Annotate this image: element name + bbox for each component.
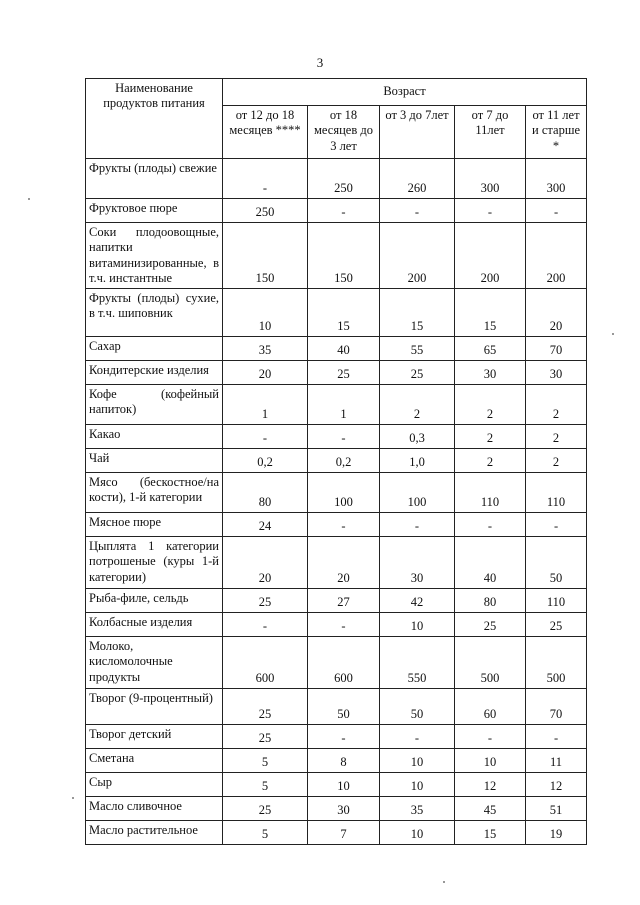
product-name: Фрукты (плоды) сухие, в т.ч. шиповник (86, 289, 223, 337)
norm-value: 2 (380, 385, 455, 425)
norm-value: 25 (223, 797, 308, 821)
norm-value: - (223, 425, 308, 449)
table-row (86, 449, 587, 473)
norm-value: 500 (526, 637, 587, 689)
norm-value: 10 (308, 773, 380, 797)
table-row (86, 613, 587, 637)
norm-value: - (308, 513, 380, 537)
norm-value: 25 (308, 361, 380, 385)
norm-value: 10 (380, 773, 455, 797)
product-name: Сахар (86, 337, 223, 361)
product-name: Соки плодоовощные, напитки витаминизированные, в т.ч. инстантные (86, 223, 223, 289)
norm-value: - (308, 199, 380, 223)
norm-value: 50 (308, 689, 380, 725)
norm-value: 11 (526, 749, 587, 773)
norm-value: 20 (308, 537, 380, 589)
norm-value: 30 (380, 537, 455, 589)
norm-value: 25 (223, 725, 308, 749)
norm-value: 50 (380, 689, 455, 725)
norm-value: 1,0 (380, 449, 455, 473)
norm-value: - (380, 725, 455, 749)
norm-value: 15 (455, 821, 526, 845)
norm-value: 5 (223, 749, 308, 773)
norm-value: - (455, 199, 526, 223)
norm-value: 7 (308, 821, 380, 845)
table-row (86, 337, 587, 361)
norm-value: 20 (223, 361, 308, 385)
table-row (86, 289, 587, 337)
norm-value: 10 (380, 749, 455, 773)
norm-value: 55 (380, 337, 455, 361)
product-name: Фруктовое пюре (86, 199, 223, 223)
norm-value: 2 (455, 449, 526, 473)
product-name: Чай (86, 449, 223, 473)
norm-value: 300 (526, 159, 587, 199)
norm-value: 500 (455, 637, 526, 689)
norm-value: 51 (526, 797, 587, 821)
table-row (86, 513, 587, 537)
product-name: Мясо (бескостное/на кости), 1-й категории (86, 473, 223, 513)
product-name: Кофе (кофейный напиток) (86, 385, 223, 425)
product-name: Цыплята 1 категории потрошеные (куры 1-й категории) (86, 537, 223, 589)
product-name: Фрукты (плоды) свежие (86, 159, 223, 199)
product-name: Творог детский (86, 725, 223, 749)
norm-value: 45 (455, 797, 526, 821)
table-row (86, 425, 587, 449)
norm-value: 35 (223, 337, 308, 361)
product-name: Колбасные изделия (86, 613, 223, 637)
norm-value: 42 (380, 589, 455, 613)
norm-value: 70 (526, 689, 587, 725)
norm-value: - (223, 613, 308, 637)
norm-value: 30 (455, 361, 526, 385)
norm-value: 2 (526, 449, 587, 473)
norm-value: 2 (455, 425, 526, 449)
norm-value: 200 (455, 223, 526, 289)
norm-value: - (308, 613, 380, 637)
table-body (86, 159, 587, 845)
norm-value: 25 (380, 361, 455, 385)
norm-value: 50 (526, 537, 587, 589)
norm-value: 80 (455, 589, 526, 613)
norm-value: 550 (380, 637, 455, 689)
norm-value: - (308, 425, 380, 449)
norm-value: 0,2 (308, 449, 380, 473)
norm-value: 35 (380, 797, 455, 821)
table-row (86, 473, 587, 513)
norm-value: 30 (526, 361, 587, 385)
norm-value: 1 (223, 385, 308, 425)
norm-value: 19 (526, 821, 587, 845)
norm-value: 24 (223, 513, 308, 537)
norm-value: 10 (223, 289, 308, 337)
norm-value: 60 (455, 689, 526, 725)
table-row (86, 223, 587, 289)
header-age-col: от 12 до 18 месяцев **** (223, 106, 308, 159)
norm-value: 200 (380, 223, 455, 289)
product-name: Кондитерские изделия (86, 361, 223, 385)
table-row (86, 749, 587, 773)
norm-value: - (526, 725, 587, 749)
scan-speck (28, 198, 30, 200)
norm-value: 5 (223, 773, 308, 797)
product-name: Масло растительное (86, 821, 223, 845)
scan-speck (443, 881, 445, 883)
header-age: Возраст (223, 79, 587, 106)
norm-value: 0,2 (223, 449, 308, 473)
norm-value: 2 (526, 385, 587, 425)
norm-value: 15 (308, 289, 380, 337)
norm-value: 20 (223, 537, 308, 589)
norm-value: - (526, 513, 587, 537)
norm-value: 27 (308, 589, 380, 613)
page-number: 3 (316, 55, 324, 70)
norm-value: 0,3 (380, 425, 455, 449)
header-age-col: от 7 до 11лет (455, 106, 526, 159)
norm-value: 10 (380, 821, 455, 845)
norm-value: 100 (308, 473, 380, 513)
scan-speck (72, 797, 74, 799)
norm-value: 25 (223, 589, 308, 613)
table-row (86, 199, 587, 223)
food-norms-table (85, 78, 587, 845)
norm-value: - (223, 159, 308, 199)
scan-speck (612, 333, 614, 335)
norm-value: 2 (455, 385, 526, 425)
norm-value: 300 (455, 159, 526, 199)
table-row (86, 385, 587, 425)
norm-value: 1 (308, 385, 380, 425)
norm-value: 40 (455, 537, 526, 589)
norm-value: 250 (308, 159, 380, 199)
norm-value: 100 (380, 473, 455, 513)
product-name: Сметана (86, 749, 223, 773)
norm-value: - (380, 199, 455, 223)
norm-value: 5 (223, 821, 308, 845)
norm-value: 70 (526, 337, 587, 361)
norm-value: 110 (455, 473, 526, 513)
product-name: Сыр (86, 773, 223, 797)
norm-value: 10 (380, 613, 455, 637)
norm-value: - (526, 199, 587, 223)
product-name: Творог (9-процентный) (86, 689, 223, 725)
norm-value: 25 (455, 613, 526, 637)
table-row (86, 797, 587, 821)
table-row (86, 773, 587, 797)
norm-value: 2 (526, 425, 587, 449)
norm-value: 110 (526, 589, 587, 613)
product-name: Мясное пюре (86, 513, 223, 537)
product-name: Какао (86, 425, 223, 449)
product-name: Молоко, кисломолочные продукты (86, 637, 223, 689)
norm-value: 40 (308, 337, 380, 361)
norm-value: 200 (526, 223, 587, 289)
norm-value: 15 (380, 289, 455, 337)
norm-value: 10 (455, 749, 526, 773)
norm-value: 80 (223, 473, 308, 513)
norm-value: - (455, 513, 526, 537)
table-row (86, 725, 587, 749)
header-row (86, 79, 587, 106)
table-row (86, 689, 587, 725)
product-name: Рыба-филе, сельдь (86, 589, 223, 613)
norm-value: - (455, 725, 526, 749)
table-row (86, 637, 587, 689)
norm-value: 25 (526, 613, 587, 637)
header-age-col: от 11 лет и старше * (526, 106, 587, 159)
norm-value: 25 (223, 689, 308, 725)
norm-value: 15 (455, 289, 526, 337)
table-row (86, 821, 587, 845)
header-product-name: Наименование продуктов питания (86, 79, 223, 159)
norm-value: 12 (455, 773, 526, 797)
table-row (86, 361, 587, 385)
norm-value: 8 (308, 749, 380, 773)
header-age-col: от 3 до 7лет (380, 106, 455, 159)
header-age-col: от 18 месяцев до 3 лет (308, 106, 380, 159)
table-row (86, 159, 587, 199)
norm-value: 65 (455, 337, 526, 361)
norm-value: 250 (223, 199, 308, 223)
norm-value: 600 (223, 637, 308, 689)
table-row (86, 537, 587, 589)
norm-value: 150 (223, 223, 308, 289)
product-name: Масло сливочное (86, 797, 223, 821)
norm-value: 260 (380, 159, 455, 199)
norm-value: 110 (526, 473, 587, 513)
norm-value: 30 (308, 797, 380, 821)
table-row (86, 589, 587, 613)
norm-value: - (380, 513, 455, 537)
norm-value: - (308, 725, 380, 749)
norm-value: 600 (308, 637, 380, 689)
norm-value: 12 (526, 773, 587, 797)
norm-value: 20 (526, 289, 587, 337)
norm-value: 150 (308, 223, 380, 289)
